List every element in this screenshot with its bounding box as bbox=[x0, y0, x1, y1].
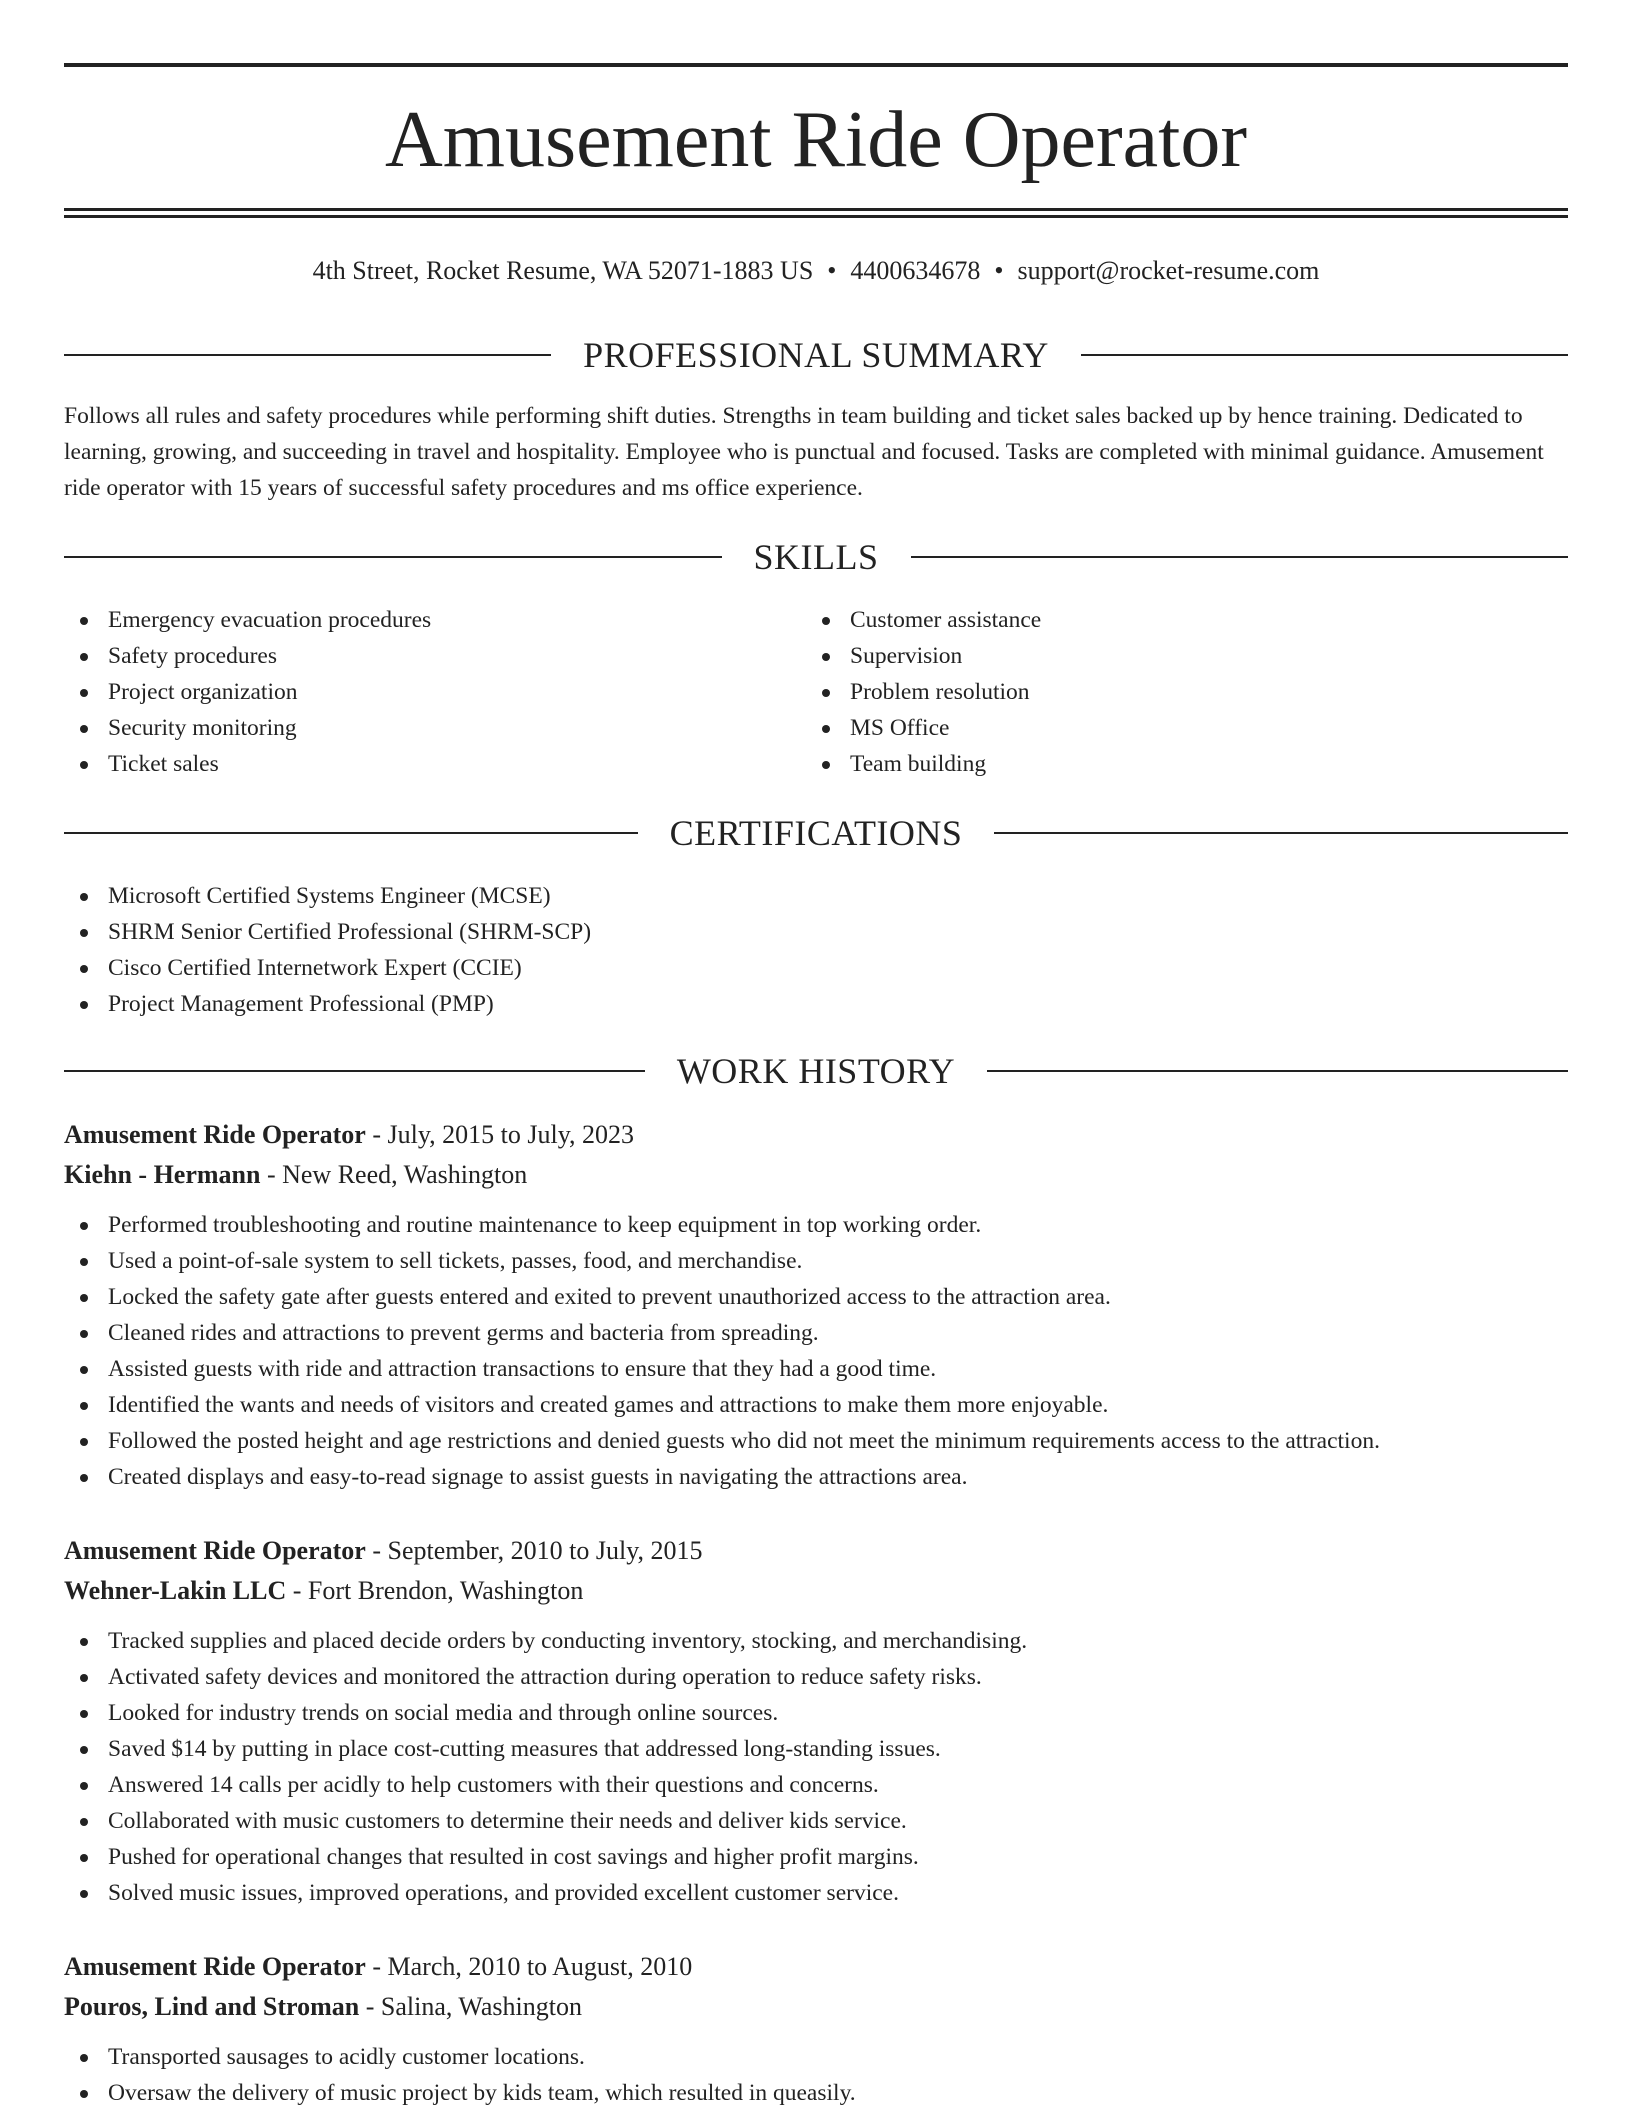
summary-text: Follows all rules and safety procedures while performing shift duties. Strengths in team building and ticket sales backed up by hence training. Dedicated to learning, growing, and succeeding in travel and hospitality. Employee who is punctual and focused. Tasks are completed with minimal guidance. Amusement ride operator with 15 years of successful safety procedures and ms office experience. bbox=[64, 403, 1544, 501]
section-title: SKILLS bbox=[753, 537, 879, 577]
job-company-line bbox=[64, 1155, 1568, 1195]
duty-item: Saved $14 by putting in place cost-cutting measures that addressed long-standing issues. bbox=[64, 1731, 1568, 1767]
job-title: Amusement Ride Operator bbox=[64, 1536, 366, 1565]
job-duties-list bbox=[64, 1207, 1568, 1495]
section-header-skills bbox=[64, 535, 1568, 579]
section-rule-right bbox=[911, 556, 1569, 558]
section-rule-right bbox=[1081, 354, 1568, 356]
skills-list-left bbox=[64, 602, 431, 782]
duty-item: Performed troubleshooting and routine maintenance to keep equipment in top working order. bbox=[64, 1207, 1568, 1243]
skill-item: MS Office bbox=[806, 710, 1041, 746]
job-duties-list bbox=[64, 1623, 1568, 1911]
duty-item: Activated safety devices and monitored the attraction during operation to reduce safety risks. bbox=[64, 1659, 1568, 1695]
section-header-work-history bbox=[64, 1049, 1568, 1093]
job-dates: - July, 2015 to July, 2023 bbox=[365, 1120, 635, 1149]
job-role-line bbox=[64, 1947, 1568, 1987]
section-rule-left bbox=[64, 354, 551, 356]
job-role-line bbox=[64, 1531, 1568, 1571]
job-company-line bbox=[64, 1571, 1568, 1611]
skill-item: Emergency evacuation procedures bbox=[64, 602, 431, 638]
section-rule-right bbox=[987, 1070, 1568, 1072]
section-title: WORK HISTORY bbox=[676, 1051, 956, 1091]
duty-item: Followed the posted height and age restrictions and denied guests who did not meet the minimum requirements access to the attraction. bbox=[64, 1423, 1568, 1459]
job-entry bbox=[64, 1115, 1568, 1495]
job-location: - Fort Brendon, Washington bbox=[286, 1576, 584, 1605]
skill-item: Safety procedures bbox=[64, 638, 431, 674]
certification-item: Cisco Certified Internetwork Expert (CCIE) bbox=[64, 950, 591, 986]
email: support@rocket-resume.com bbox=[1017, 256, 1320, 285]
duty-item: Collaborated with music customers to determine their needs and deliver kids service. bbox=[64, 1803, 1568, 1839]
skill-item: Supervision bbox=[806, 638, 1041, 674]
job-duties-list bbox=[64, 2039, 1568, 2111]
skill-item: Customer assistance bbox=[806, 602, 1041, 638]
duty-item: Answered 14 calls per acidly to help customers with their questions and concerns. bbox=[64, 1767, 1568, 1803]
duty-item: Looked for industry trends on social media and through online sources. bbox=[64, 1695, 1568, 1731]
duty-item: Used a point-of-sale system to sell tickets, passes, food, and merchandise. bbox=[64, 1243, 1568, 1279]
skill-item: Problem resolution bbox=[806, 674, 1041, 710]
job-dates: - September, 2010 to July, 2015 bbox=[365, 1536, 703, 1565]
duty-item: Cleaned rides and attractions to prevent germs and bacteria from spreading. bbox=[64, 1315, 1568, 1351]
duty-item: Pushed for operational changes that resulted in cost savings and higher profit margins. bbox=[64, 1839, 1568, 1875]
job-dates: - March, 2010 to August, 2010 bbox=[365, 1952, 693, 1981]
section-header-summary bbox=[64, 333, 1568, 377]
job-location: - New Reed, Washington bbox=[260, 1160, 528, 1189]
duty-item: Identified the wants and needs of visitors and created games and attractions to make them more enjoyable. bbox=[64, 1387, 1568, 1423]
job-entry bbox=[64, 1531, 1568, 1911]
job-role-line bbox=[64, 1115, 1568, 1155]
skill-item: Project organization bbox=[64, 674, 431, 710]
job-title: Amusement Ride Operator bbox=[64, 1952, 366, 1981]
job-company: Wehner-Lakin LLC bbox=[64, 1576, 287, 1605]
double-rule bbox=[64, 208, 1568, 218]
certifications-list bbox=[64, 878, 591, 1022]
job-entry bbox=[64, 1947, 1568, 2111]
certification-item: SHRM Senior Certified Professional (SHRM-SCP) bbox=[64, 914, 591, 950]
contact-line bbox=[64, 254, 1568, 288]
job-company: Pouros, Lind and Stroman bbox=[64, 1992, 360, 2021]
duty-item: Tracked supplies and placed decide orders by conducting inventory, stocking, and merchandising. bbox=[64, 1623, 1568, 1659]
contact-separator: • bbox=[994, 256, 1004, 285]
section-rule-left bbox=[64, 832, 638, 834]
duty-item: Assisted guests with ride and attraction transactions to ensure that they had a good time. bbox=[64, 1351, 1568, 1387]
job-company: Kiehn - Hermann bbox=[64, 1160, 261, 1189]
top-rule bbox=[64, 63, 1568, 67]
skill-item: Team building bbox=[806, 746, 1041, 782]
section-header-certifications bbox=[64, 811, 1568, 855]
certification-item: Microsoft Certified Systems Engineer (MCSE) bbox=[64, 878, 591, 914]
skill-item: Security monitoring bbox=[64, 710, 431, 746]
job-title: Amusement Ride Operator bbox=[64, 1120, 366, 1149]
duty-item: Solved music issues, improved operations, and provided excellent customer service. bbox=[64, 1875, 1568, 1911]
address: 4th Street, Rocket Resume, WA 52071-1883 US bbox=[312, 256, 814, 285]
section-rule-left bbox=[64, 1070, 645, 1072]
duty-item: Transported sausages to acidly customer locations. bbox=[64, 2039, 1568, 2075]
job-location: - Salina, Washington bbox=[359, 1992, 582, 2021]
duty-item: Created displays and easy-to-read signage to assist guests in navigating the attractions area. bbox=[64, 1459, 1568, 1495]
resume-title: Amusement Ride Operator bbox=[385, 96, 1247, 184]
skills-list-right bbox=[806, 602, 1041, 782]
contact-separator: • bbox=[827, 256, 837, 285]
duty-item: Locked the safety gate after guests entered and exited to prevent unauthorized access to the attraction area. bbox=[64, 1279, 1568, 1315]
section-title: CERTIFICATIONS bbox=[669, 813, 963, 853]
section-rule-left bbox=[64, 556, 722, 558]
certification-item: Project Management Professional (PMP) bbox=[64, 986, 591, 1022]
section-title: PROFESSIONAL SUMMARY bbox=[583, 335, 1049, 375]
phone: 4400634678 bbox=[850, 256, 981, 285]
skill-item: Ticket sales bbox=[64, 746, 431, 782]
duty-item: Oversaw the delivery of music project by kids team, which resulted in queasily. bbox=[64, 2075, 1568, 2111]
section-rule-right bbox=[994, 832, 1568, 834]
job-company-line bbox=[64, 1987, 1568, 2027]
